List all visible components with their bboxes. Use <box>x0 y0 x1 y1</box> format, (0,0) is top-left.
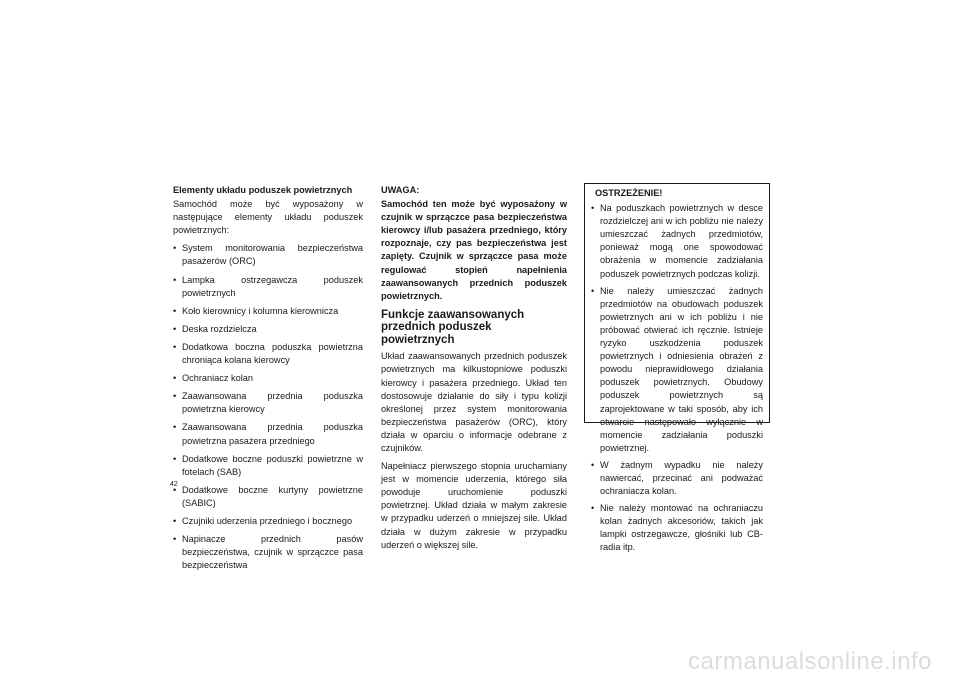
warning-box <box>584 183 770 553</box>
list-item: • System monitorowania bezpieczeństwa pasażerów (ORC) <box>173 242 363 268</box>
list-item: • Dodatkowe boczne kurtyny powietrzne (SABIC) <box>173 484 363 510</box>
intro-paragraph: Samochód może być wyposażony w następujące elementy układu poduszek powietrznych: <box>173 199 363 236</box>
body-paragraph: Układ zaawansowanych przednich poduszek powietrznych ma kilkustopniowe poduszki kierowcy i pasażera przedniego. Układ ten dostosowuje działanie do siły i typu kolizji określonej przez system monitorowania bezpieczeństwa pasażerów (ORC), który działa w oparciu o informacje odebrane z czujników. <box>381 351 567 453</box>
note-text: Samochód ten może być wyposażony w czujnik w sprzączce pasa bezpieczeństwa kierowcy i/lub pasażera przedniego, który rozpoznaje, czy pas bezpieczeństwa jest zapięty. Czujnik w sprzączce pasa może regulować stopień napełnienia zaawansowanych przednich poduszek powietrznych. <box>381 199 567 301</box>
column-airbag-components <box>173 184 363 577</box>
list-item: • Dodatkowa boczna poduszka powietrzna chroniąca kolana kierowcy <box>173 341 363 367</box>
list-item: • Zaawansowana przednia poduszka powietrzna kierowcy <box>173 390 363 416</box>
list-item: • W żadnym wypadku nie należy nawiercać, przecinać ani podważać ochraniacza kolan. <box>591 459 763 498</box>
list-item: • Lampka ostrzegawcza poduszek powietrznych <box>173 274 363 300</box>
watermark: carmanualsonline.info <box>688 648 932 675</box>
section-heading: Elementy układu poduszek powietrznych <box>173 185 353 195</box>
components-list <box>173 242 363 572</box>
list-item: • Napinacze przednich pasów bezpieczeństwa, czujnik w sprzączce pasa bezpieczeństwa <box>173 533 363 572</box>
note-label: UWAGA: <box>381 185 420 195</box>
warning-list <box>591 202 763 554</box>
section-title: Funkcje zaawansowanych przednich poduszek powietrznych <box>381 308 525 346</box>
list-item: • Nie należy montować na ochraniaczu kolan żadnych akcesoriów, takich jak lampki ostrzegawcze, głośniki lub CB-radia itp. <box>591 502 763 554</box>
list-item: • Koło kierownicy i kolumna kierownicza <box>173 305 363 318</box>
list-item: • Nie należy umieszczać żadnych przedmiotów na obudowach poduszek powietrznych ani w ich pobliżu i nie próbować otwierać ich ręcznie. Istnieje ryzyko uszkodzenia poduszek powietrznych i odniesienia obrażeń z powodu nieprawidłowego działania poduszek powietrznych. Obudowy poduszek powietrznych są zaprojektowane w taki sposób, aby ich otwarcie następowało wyłącznie w momencie zadziałania poduszki powietrznej. <box>591 285 763 455</box>
page-number: 42 <box>170 481 178 488</box>
warning-heading: OSTRZEŻENIE! <box>595 188 663 198</box>
list-item: • Czujniki uderzenia przedniego i bocznego <box>173 515 363 528</box>
body-paragraph: Napełniacz pierwszego stopnia uruchamiany jest w momencie uderzenia, którego siła powoduje uruchomienie poduszki powietrznej. Układ działa w małym zakresie w przypadku uderzeń o mniejszej sile. Układ działa w dużym zakresie w przypadku uderzeń o większej sile. <box>381 461 567 550</box>
list-item: • Na poduszkach powietrznych w desce rozdzielczej ani w ich pobliżu nie należy umieszczać żadnych przedmiotów, ponieważ mogą one spowodować obrażenia w momencie zadziałania poduszek powietrznych podczas kolizji. <box>591 202 763 281</box>
list-item: • Dodatkowe boczne poduszki powietrzne w fotelach (SAB) <box>173 453 363 479</box>
list-item: • Zaawansowana przednia poduszka powietrzna pasażera przedniego <box>173 421 363 447</box>
list-item: • Ochraniacz kolan <box>173 372 363 385</box>
column-advanced-front-airbags <box>381 184 567 557</box>
list-item: • Deska rozdzielcza <box>173 323 363 336</box>
